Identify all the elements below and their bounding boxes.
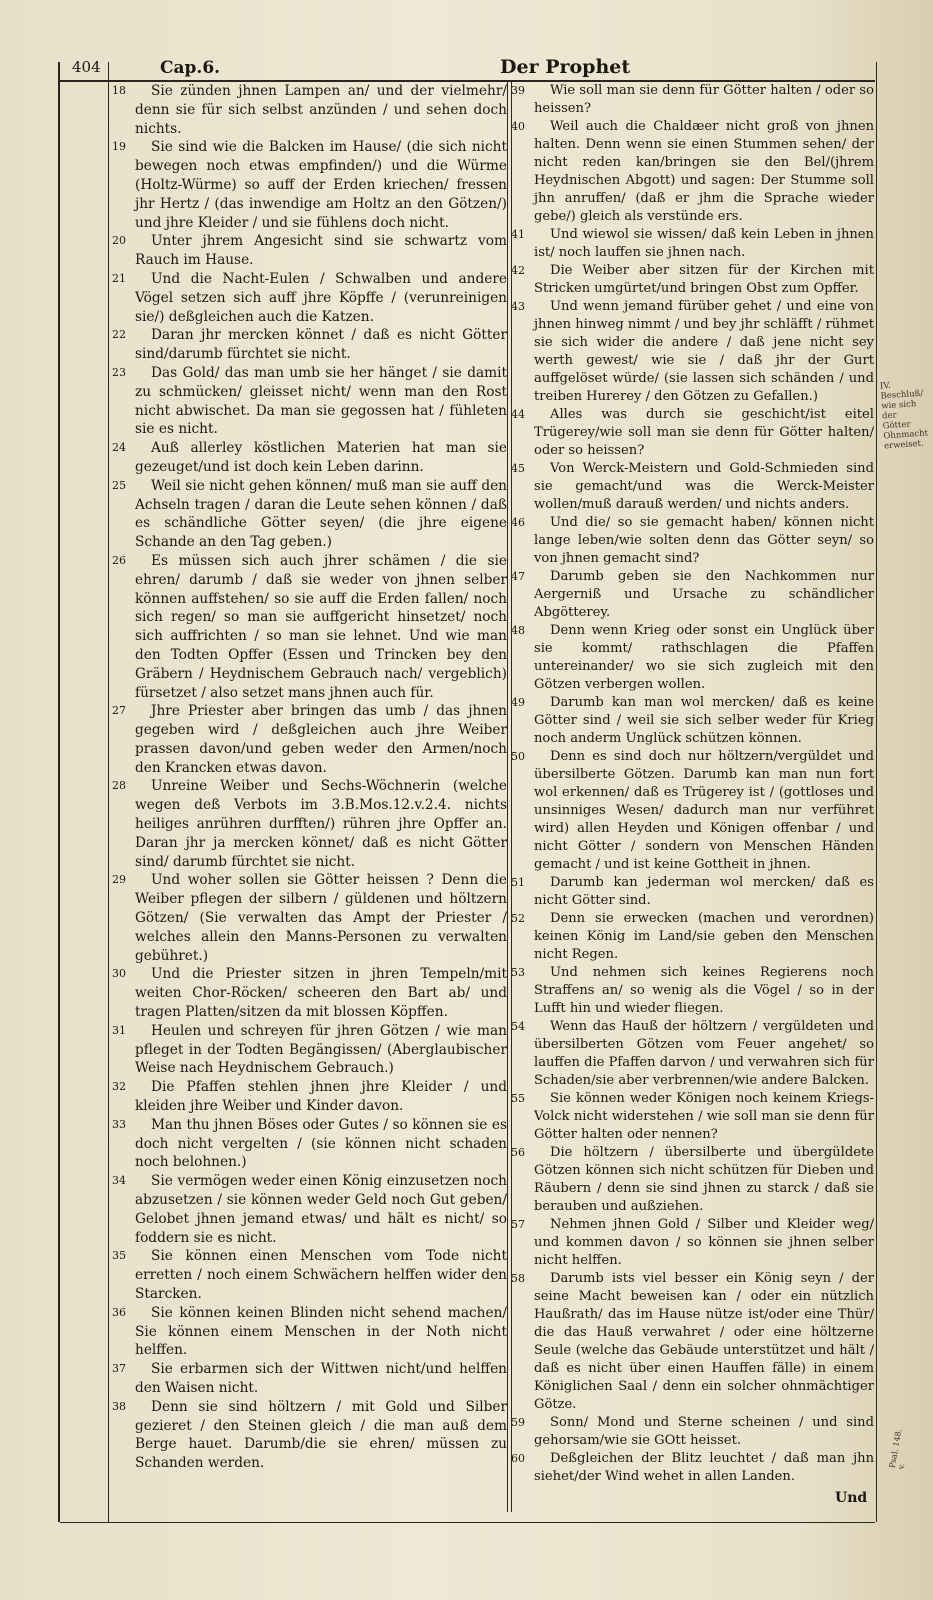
verse — [112, 871, 507, 965]
verse-number: 31 — [112, 1023, 126, 1037]
verse-text: Die höltzern / übersilberte und übergüldete Götzen können sich nicht schützen für Dieben und Räubern / denn sie sind jhnen zu starck / daß sie berauben und außziehen. — [534, 1145, 874, 1214]
verse — [511, 1450, 874, 1486]
verse — [511, 298, 874, 406]
verse-text: Sie erbarmen sich der Wittwen nicht/und helffen den Waisen nicht. — [135, 1361, 507, 1396]
margin-note: IV. Beschluß/ wie sich der Götter Ohnmacht erweiset. — [879, 380, 929, 452]
verse-text: Und woher sollen sie Götter heissen ? Denn die Weiber pflegen der silbern / güldenen und höltzern Götzen/ (Sie verwalten das Ampt der Priester / welches allein den Manns-Personen zu verwalten gebühret.) — [135, 872, 507, 964]
verse-text: Jhre Priester aber bringen das umb / das jhnen gegeben wird / deßgleichen auch jhre Weiber prassen davon/und geben weder den Armen/noch den Krancken etwas davon. — [135, 703, 507, 776]
verse — [112, 702, 507, 777]
verse-text: Denn sie sind höltzern / mit Gold und Silber gezieret / den Steinen gleich / die man auß dem Berge hauet. Darumb/die sie ehren/ müssen zu Schanden werden. — [135, 1398, 507, 1472]
verse-number: 25 — [112, 478, 126, 492]
verse-text: Und die/ so sie gemacht haben/ können nicht lange leben/wie solten denn das Götter seyn/ so von jhnen gemacht sind? — [534, 515, 874, 566]
verse-number: 30 — [112, 967, 126, 981]
verse-text: Darumb kan jederman wol mercken/ daß es nicht Götter sind. — [534, 875, 874, 908]
verse-text: Sie können keinen Blinden nicht sehend machen/ Sie können einem Menschen in der Noth nicht helffen. — [135, 1304, 507, 1359]
verse — [112, 1116, 507, 1172]
verse-number: 38 — [112, 1399, 126, 1413]
verse — [511, 1414, 874, 1450]
verse-number: 27 — [112, 704, 126, 718]
chapter-label: Cap.6. — [160, 58, 221, 78]
verse-number: 29 — [112, 873, 126, 887]
verse-text: Daran jhr mercken könnet / daß es nicht Götter sind/darumb fürchtet sie nicht. — [135, 327, 507, 363]
verse-text: Sie vermögen weder einen König einzusetzen noch abzusetzen / sie können weder Geld noch Gut geben/ Gelobet jhnen jemand etwas/ und hält es nicht/ so foddern sie es nicht. — [135, 1173, 507, 1246]
verse — [112, 965, 507, 1021]
verse-number: 59 — [511, 1416, 525, 1429]
verse-text: Alles was durch sie geschicht/ist eitel Trügerey/wie soll man sie denn für Götter halten/ oder so heissen? — [534, 407, 874, 458]
verse-text: Sonn/ Mond und Sterne scheinen / und sind gehorsam/wie sie GOtt heisset. — [534, 1415, 874, 1448]
verse — [112, 477, 507, 552]
verse-number: 55 — [511, 1092, 525, 1105]
verse-number: 54 — [511, 1020, 525, 1033]
verse — [511, 1144, 874, 1216]
verse-number: 39 — [511, 84, 525, 97]
verse — [112, 82, 507, 138]
verse-number: 47 — [511, 570, 525, 583]
verse-text: Weil auch die Chaldæer nicht groß von jhnen halten. Denn wenn sie einen Stummen sehen/ der nicht reden kan/bringen sie den Bel/(jhrem Heydnischen Abgott) und sagen: Der Stumme soll jhn anruffen/ (daß er jhm die Sprache wieder gebe/) gleich als verstünde ers. — [534, 119, 874, 224]
verse — [511, 514, 874, 568]
verse — [112, 439, 507, 477]
verse — [112, 1172, 507, 1247]
verse-text: Sie sind wie die Balcken im Hause/ (die sich nicht bewegen noch etwas empfinden/) und die Würme (Holtz-Würme) so auff der Erden kriechen/ fressen jhr Hertz / (das inwendige am Holtz an den Götzen/) und jhre Kleider / und sie fühlens doch nicht. — [135, 139, 507, 231]
verse — [511, 748, 874, 874]
verse — [511, 460, 874, 514]
center-rule-right — [511, 82, 512, 1512]
verse — [112, 1304, 507, 1360]
verse-number: 51 — [511, 876, 525, 889]
verse-text: Sie zünden jhnen Lampen an/ und der vielmehr/ denn sie für sich selbst anzünden / und sehen doch nichts. — [135, 83, 507, 137]
verse — [112, 1022, 507, 1078]
verse-text: Es müssen sich auch jhrer schämen / die sie ehren/ darumb / daß sie weder von jhnen selber können auffstehen/ so sie auff die Erden fallen/ noch sich regen/ so man sie auffgericht hinsetzet/ noch sich auffrichten / so man sie lehnet. Und wie man den Todten Opffer (Essen und Trincken bey den Gräbern / Heydnischem Gebrauch nach/ vergeblich) fürsetzet / also setzet mans jhnen auch für. — [135, 552, 507, 701]
verse-text: Wie soll man sie denn für Götter halten / oder so heissen? — [534, 83, 874, 116]
verse-number: 35 — [112, 1249, 126, 1263]
verse — [511, 910, 874, 964]
page-header — [60, 58, 873, 82]
verse-number: 58 — [511, 1272, 525, 1285]
verse-number: 28 — [112, 779, 126, 793]
verse-text: Und nehmen sich keines Regierens noch Straffens an/ so wenig als die Vögel / so in der Lufft hin und wieder fliegen. — [534, 965, 874, 1016]
verse-number: 20 — [112, 234, 126, 248]
verse-text: Man thu jhnen Böses oder Gutes / so können sie es doch nicht vergelten / (sie können nicht schaden noch belohnen.) — [135, 1116, 507, 1171]
verse-number: 21 — [112, 271, 126, 285]
verse-text: Die Weiber aber sitzen für der Kirchen mit Stricken umgürtet/und bringen Obst zum Opffer. — [534, 263, 874, 296]
verse — [511, 622, 874, 694]
verse-text: Auß allerley köstlichen Materien hat man sie gezeuget/und ist doch kein Leben darinn. — [135, 440, 507, 475]
verse-text: Heulen und schreyen für jhren Götzen / wie man pfleget in der Todten Begängissen/ (Aberglaubischer Weise nach Heydnischem Gebrauch.) — [135, 1022, 507, 1077]
verse-text: Von Werck-Meistern und Gold-Schmieden sind sie gemacht/und was die Werck-Meister wollen/muß darauß werden/ und nichts anders. — [534, 461, 874, 512]
verse-number: 22 — [112, 328, 126, 342]
verse-text: Nehmen jhnen Gold / Silber und Kleider weg/ und kommen davon / so können sie jhnen selber nicht helffen. — [534, 1217, 874, 1268]
verse — [511, 226, 874, 262]
verse-number: 57 — [511, 1218, 525, 1231]
verse-text: Wenn das Hauß der höltzern / vergüldeten und übersilberten Götzen vom Feuer angehet/ so lauffen die Pfaffen darvon / und verwahren sich für Schaden/sie aber verbrennen/wie andere Balcken. — [534, 1019, 874, 1088]
center-rule-left — [507, 82, 508, 1512]
verse-number: 52 — [511, 912, 525, 925]
verse — [511, 568, 874, 622]
verse-text: Und wenn jemand fürüber gehet / und eine von jhnen hinweg nimmt / und bey jhr schläfft / rühmet sie sich wider die andere / daß jene nicht sey werth gewest/ wie sie / daß jhr der Gurt auffgelöset würde/ (sie lassen sich schänden / und treiben Hurerey / den Götzen zu Gefallen.) — [534, 299, 874, 404]
left-text-column — [112, 82, 507, 1512]
verse-number: 37 — [112, 1362, 126, 1376]
verse — [511, 1216, 874, 1270]
running-head: Der Prophet — [500, 56, 631, 78]
verse — [511, 82, 874, 118]
verse — [112, 1078, 507, 1116]
verse-text: Unter jhrem Angesicht sind sie schwartz vom Rauch im Hause. — [135, 233, 507, 269]
verse-text: Sie können weder Königen noch keinem Kriegs-Volck nicht widerstehen / wie soll man sie denn für Götter halten oder nennen? — [534, 1091, 874, 1142]
verse-number: 36 — [112, 1305, 126, 1319]
verse-number: 42 — [511, 264, 525, 277]
verse-text: Denn wenn Krieg oder sonst ein Unglück über sie kommt/ rathschlagen die Pfaffen untereinander/ wo sie sich zugleich mit den Götzen verbergen wollen. — [534, 623, 874, 692]
verse — [511, 1090, 874, 1144]
verse-text: Und die Nacht-Eulen / Schwalben und andere Vögel setzen sich auff jhre Köpffe / (verunreinigen sie/) deßgleichen auch die Katzen. — [135, 270, 507, 325]
verse — [511, 262, 874, 298]
verse-text: Unreine Weiber und Sechs-Wöchnerin (welche wegen deß Verbots im 3.B.Mos.12.v.2.4. nichts heiliges anrühren durfften/) rühren jhre Opffer an. Daran jhr ja mercken könnet/ daß es nicht Götter sind/ darumb fürchtet sie nicht. — [135, 778, 507, 870]
verse — [112, 777, 507, 871]
verse — [112, 1398, 507, 1473]
verse-number: 46 — [511, 516, 525, 529]
verse-number: 41 — [511, 228, 525, 241]
verse-text: Sie können einen Menschen vom Tode nicht erretten / noch einem Schwächern helffen wider den Starcken. — [135, 1248, 507, 1302]
verse-text: Denn sie erwecken (machen und verordnen) keinen König im Land/sie geben den Menschen nicht Regen. — [534, 911, 874, 962]
verse-number: 53 — [511, 966, 525, 979]
verse-text: Und die Priester sitzen in jhren Tempeln/mit weiten Chor-Röcken/ scheeren den Bart ab/ und tragen Platten/sitzen da mit blossen Köpffen. — [135, 966, 507, 1021]
verse — [112, 138, 507, 232]
verse — [511, 1018, 874, 1090]
verse-number: 26 — [112, 553, 126, 567]
verse-text: Darumb ists viel besser ein König seyn / der seine Macht beweisen kan / oder ein nützlich Haußrath/ das im Hause nütze ist/oder eine Thür/ die das Hauß verwahret / oder eine höltzerne Seule (welche das Gebäude unterstützet und hält / daß es nicht über einen Hauffen fälle) in einem Königlichen Saal / denn ein solcher ohnmächtiger Götze. — [534, 1271, 874, 1412]
verse-number: 50 — [511, 750, 525, 763]
verse-number: 48 — [511, 624, 525, 637]
verse-number: 32 — [112, 1080, 126, 1094]
bottom-rule — [60, 1522, 875, 1523]
verse — [511, 406, 874, 460]
verse-number: 49 — [511, 696, 525, 709]
verse-number: 33 — [112, 1117, 126, 1131]
outer-left-rule — [58, 62, 60, 1522]
verse-number: 44 — [511, 408, 525, 421]
right-text-column — [511, 82, 874, 1512]
verse-text: Darumb kan man wol mercken/ daß es keine Götter sind / weil sie sich selber weder für Krieg noch anderm Unglück schützen können. — [534, 695, 874, 746]
verse — [112, 232, 507, 270]
catchword: Und — [835, 1490, 868, 1506]
verse-text: Das Gold/ das man umb sie her hänget / sie damit zu schmücken/ gleisset nicht/ wenn man den Rost nicht abwischet. Da man sie gegossen hat / fühleten sie es nicht. — [135, 364, 507, 438]
verse — [511, 874, 874, 910]
verse-text: Deßgleichen der Blitz leuchtet / daß man jhn siehet/der Wind wehet in allen Landen. — [534, 1451, 874, 1484]
verse-number: 45 — [511, 462, 525, 475]
margin-reference: Psal. 148. v. — [887, 1428, 907, 1471]
verse — [511, 118, 874, 226]
verse — [511, 694, 874, 748]
verse-number: 19 — [112, 140, 126, 154]
verse — [112, 1247, 507, 1303]
verse-number: 56 — [511, 1146, 525, 1159]
verse-number: 23 — [112, 365, 126, 379]
verse — [511, 1270, 874, 1414]
verse-number: 24 — [112, 441, 126, 455]
verse — [511, 964, 874, 1018]
verse — [112, 364, 507, 439]
verse-text: Denn es sind doch nur höltzern/vergüldet und übersilberte Götzen. Darumb kan man nun fort wol erkennen/ daß es Trügerey ist / (gottloses und unsinniges Wesen/ dadurch man nur verführet wird) allen Heyden und Königen offenbar / und nicht Götter / sondern von Menschen Händen gemacht / und ist keine Gottheit in jhnen. — [534, 749, 874, 872]
page-number: 404 — [72, 58, 101, 76]
verse-number: 34 — [112, 1174, 126, 1188]
verse — [112, 270, 507, 326]
verse-text: Und wiewol sie wissen/ daß kein Leben in jhnen ist/ noch lauffen sie jhnen nach. — [534, 227, 874, 260]
verse-number: 18 — [112, 84, 126, 97]
verse-number: 40 — [511, 120, 525, 133]
verse-number: 60 — [511, 1452, 525, 1465]
verse — [112, 326, 507, 364]
verse-text: Die Pfaffen stehlen jhnen jhre Kleider / und kleiden jhre Weiber und Kinder davon. — [135, 1079, 507, 1115]
verse-text: Darumb geben sie den Nachkommen nur Aergerniß und Ursache zu schändlicher Abgötterey. — [534, 569, 874, 620]
verse — [112, 1360, 507, 1398]
verse — [112, 552, 507, 702]
inner-left-rule — [108, 62, 109, 1522]
right-rule — [876, 62, 877, 1522]
verse-number: 43 — [511, 300, 525, 313]
verse-text: Weil sie nicht gehen können/ muß man sie auff den Achseln tragen / daran die Leute sehen können / daß es schändliche Götter seyen/ (die jhre eigene Schande an den Tag geben.) — [135, 477, 507, 551]
